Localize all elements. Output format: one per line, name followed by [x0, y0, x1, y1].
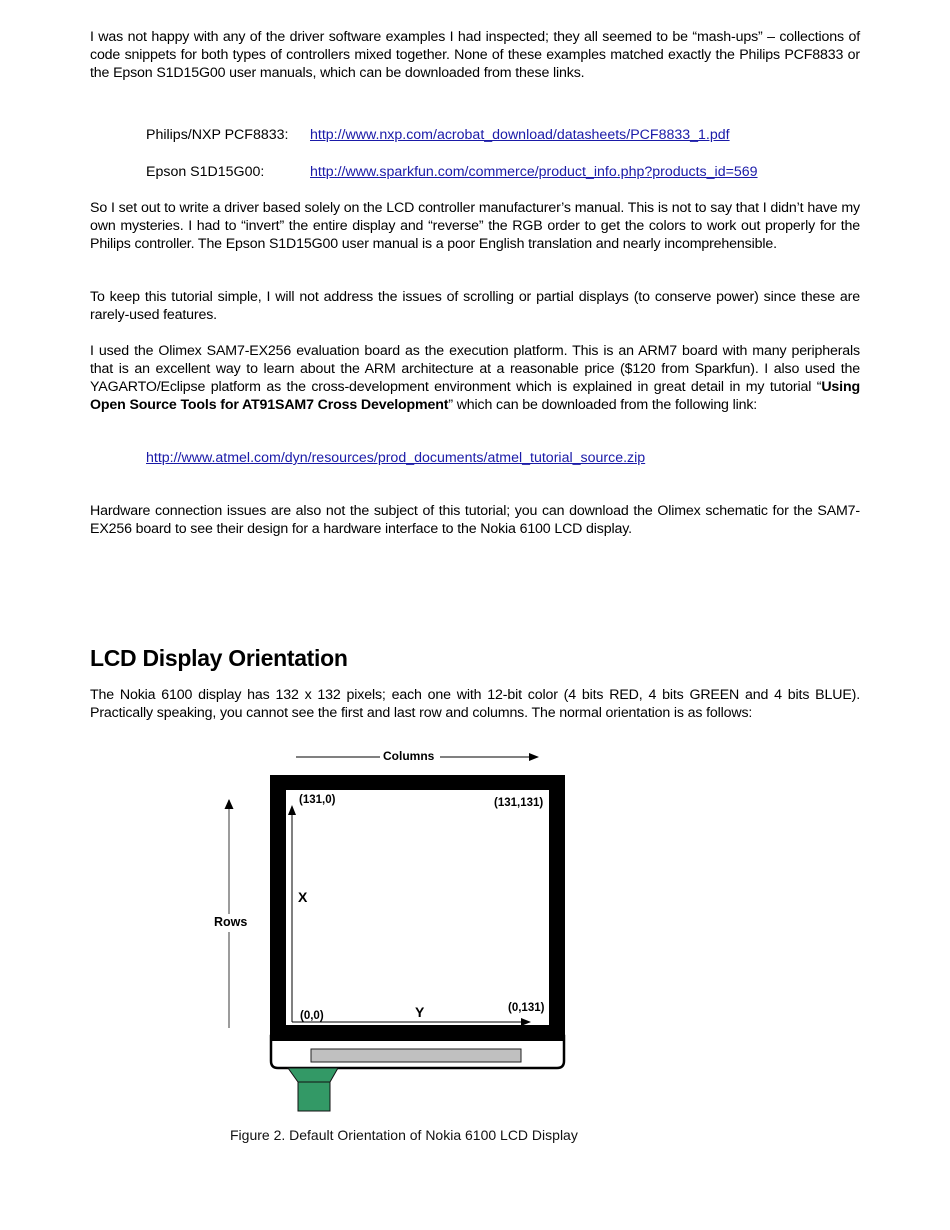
corner-top-left-label: (131,0) [299, 794, 336, 806]
driver-paragraph: So I set out to write a driver based solely on the LCD controller manufacturer’s manual. This is not to say that I didn’t have my own mysteries. I had to “invert” the entire display and “reverse” the RGB order to get the colors to work out properly for the Philips controller. The Epson S1D15G00 user manual is a poor English translation and nearly incomprehensible. [90, 200, 860, 252]
corner-bottom-right-label: (0,131) [508, 1002, 545, 1014]
corner-top-right-label: (131,131) [494, 797, 544, 809]
scope-paragraph: To keep this tutorial simple, I will not address the issues of scrolling or partial displays (to conserve power) since these are rarely-used features. [90, 289, 860, 323]
philips-label: Philips/NXP PCF8833: [146, 127, 289, 143]
hardware-paragraph: Hardware connection issues are also not the subject of this tutorial; you can download the Olimex schematic for the SAM7-EX256 board to see their design for a hardware interface to the Nokia 6100 LCD display. [90, 503, 860, 537]
epson-label: Epson S1D15G00: [146, 164, 265, 180]
lcd-screen [286, 790, 549, 1025]
y-axis-label: Y [415, 1004, 425, 1020]
epson-datasheet-link[interactable]: http://www.sparkfun.com/commerce/product_info.php?products_id=569 [310, 164, 758, 180]
connector-icon [288, 1068, 338, 1111]
philips-datasheet-link[interactable]: http://www.nxp.com/acrobat_download/datasheets/PCF8833_1.pdf [310, 127, 730, 143]
platform-text-end: ” which can be downloaded from the following link: [448, 397, 758, 413]
display-paragraph: The Nokia 6100 display has 132 x 132 pixels; each one with 12-bit color (4 bits RED, 4 bits GREEN and 4 bits BLUE). Practically speaking, you cannot see the first and last row and columns. The normal orientation is as follows: [90, 687, 860, 721]
intro-paragraph: I was not happy with any of the driver software examples I had inspected; they all seemed to be “mash-ups” – collections of code snippets for both types of controllers mixed together. None of these examples matched exactly the Philips PCF8833 or the Epson S1D15G00 user manuals, which can be downloaded from these links. [90, 29, 860, 81]
tutorial-title: Using Open Source Tools for AT91SAM7 Cross Development [90, 379, 860, 413]
x-axis-label: X [298, 889, 308, 905]
lcd-strip [311, 1049, 521, 1062]
corner-bottom-left-label: (0,0) [300, 1010, 324, 1022]
figure-caption: Figure 2. Default Orientation of Nokia 6100 LCD Display [230, 1127, 578, 1143]
section-heading: LCD Display Orientation [90, 645, 348, 671]
rows-label: Rows [214, 915, 248, 929]
atmel-tutorial-link[interactable]: http://www.atmel.com/dyn/resources/prod_documents/atmel_tutorial_source.zip [146, 450, 646, 466]
platform-text-start: I used the Olimex SAM7-EX256 evaluation board as the execution platform. This is an ARM7 board with many peripherals that is an excellent way to learn about the ARM architecture at a reasonable price ($120 from Sparkfun). I also used the YAGARTO/Eclipse platform as the cross-development environment which is explained in great detail in my tutorial “ [90, 343, 860, 395]
columns-label: Columns [383, 749, 435, 763]
